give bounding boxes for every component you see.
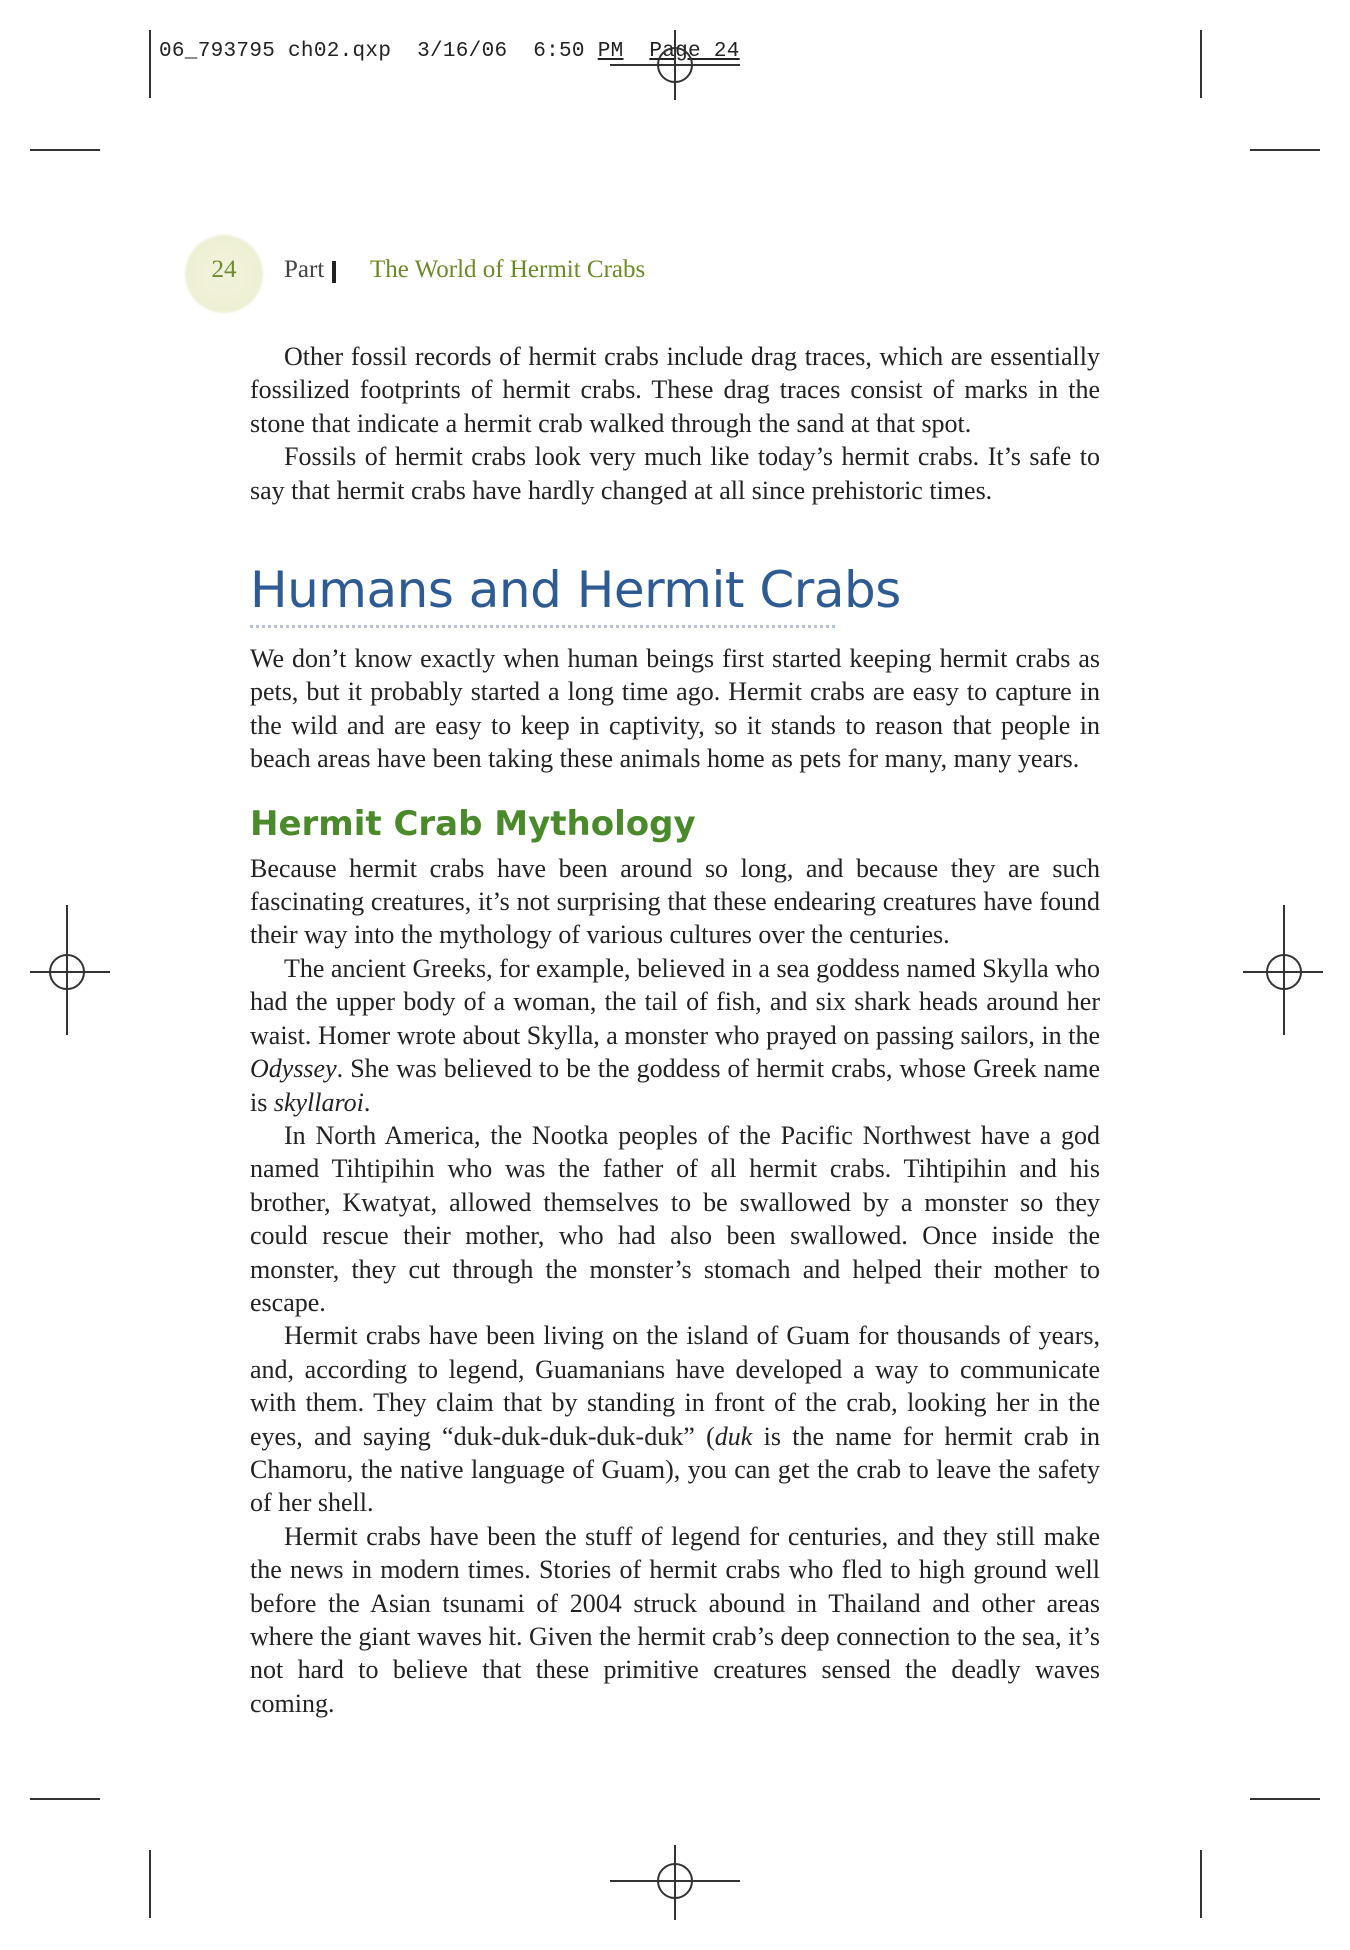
text-run: The ancient Greeks, for example, believed in a sea goddess named Skylla who had the upper body of a woman, the tail of fish, and six shark heads around her waist. Homer wrote about Skylla, a monster who prayed on passing sailors, in the [250, 953, 1100, 1050]
italic-term-duk: duk [714, 1421, 753, 1451]
crop-mark-bottom-right-vertical [1200, 1850, 1202, 1918]
part-numeral-bar [332, 261, 336, 283]
subsection-heading: Hermit Crab Mythology [250, 803, 696, 844]
body-paragraph: Other fossil records of hermit crabs include drag traces, which are essentially fossilized footprints of hermit crabs. These drag traces consist of marks in the stone that indicate a hermit crab walked through the sand at that spot. [250, 342, 1100, 438]
crop-mark-top-right-horizontal [1250, 149, 1320, 151]
body-paragraph: Fossils of hermit crabs look very much like today’s hermit crabs. It’s safe to say that hermit crabs have hardly changed at all since prehistoric times. [250, 442, 1100, 505]
greek-name: skyllaroi [273, 1087, 364, 1117]
part-label: Part [284, 256, 325, 283]
crop-mark-top-left-horizontal [30, 149, 100, 151]
registration-mark-right-icon [1243, 905, 1323, 1035]
page-body [250, 340, 1100, 1720]
text-run: . [363, 1087, 371, 1117]
body-paragraph [250, 1319, 1100, 1519]
crop-mark-top-left-vertical [149, 30, 151, 98]
page-number: 24 [211, 256, 237, 283]
running-head [186, 236, 786, 316]
body-paragraph [250, 952, 1100, 1119]
section-heading-rule [250, 625, 835, 628]
text-run: Hermit crabs have been living on the island of Guam for thousands of years, and, according to legend, Guamanians have developed a way to communicate with them. They claim that by standing in front of the crab, looking her in the eyes, and saying “duk-duk-duk-duk-duk” ( [250, 1321, 1100, 1451]
slug-time: 6:50 [533, 40, 585, 63]
book-title-odyssey: Odyssey [250, 1054, 337, 1084]
chapter-title: The World of Hermit Crabs [370, 256, 646, 283]
body-paragraph: Hermit crabs have been the stuff of legend for centuries, and they still make the news in modern times. Stories of hermit crabs who fled to high ground well before the Asian tsunami of 2004 struck abound in Thailand and other areas where the giant waves hit. Given the hermit crab’s deep connection to the sea, it’s not hard to believe that these primitive creatures sensed the deadly waves coming. [250, 1521, 1100, 1718]
slug-pm: PM [597, 40, 624, 63]
registration-mark-top-icon [605, 30, 745, 100]
crop-mark-top-right-vertical [1200, 30, 1202, 98]
registration-mark-bottom-icon [605, 1845, 745, 1920]
body-paragraph: We don’t know exactly when human beings first started keeping hermit crabs as pets, but it probably started a long time ago. Hermit crabs are easy to capture in the wild and are easy to keep in captivity, so it stands to reason that people in beach areas have been taking these animals home as pets for many, many years. [250, 644, 1100, 774]
crop-mark-bottom-left-horizontal [30, 1798, 100, 1800]
body-paragraph: Because hermit crabs have been around so long, and because they are such fascinating creatures, it’s not surprising that these endearing creatures have found their way into the mythology of various cultures over the centuries. [250, 853, 1100, 950]
section-heading: Humans and Hermit Crabs [250, 561, 901, 620]
text-run: is the name for hermit crab in Chamoru, the native language of Guam), you can get the crab to leave the safety of her shell. [250, 1421, 1100, 1518]
body-paragraph: In North America, the Nootka peoples of the Pacific Northwest have a god named Tihtipihin who was the father of all hermit crabs. Tihtipihin and his brother, Kwatyat, allowed themselves to be swallowed by a monster so they could rescue their mother, who had also been swallowed. Once inside the monster, they cut through the monster’s stomach and helped their mother to escape. [250, 1120, 1100, 1317]
slug-date: 3/16/06 [417, 40, 508, 63]
slug-file: 06_793795 ch02.qxp [159, 40, 392, 63]
crop-mark-bottom-left-vertical [149, 1850, 151, 1918]
slug-page: Page 24 [649, 40, 740, 63]
registration-mark-left-icon [30, 905, 110, 1035]
crop-mark-bottom-right-horizontal [1250, 1798, 1320, 1800]
text-run: . She was believed to be the goddess of hermit crabs, whose Greek name is [250, 1054, 1100, 1117]
